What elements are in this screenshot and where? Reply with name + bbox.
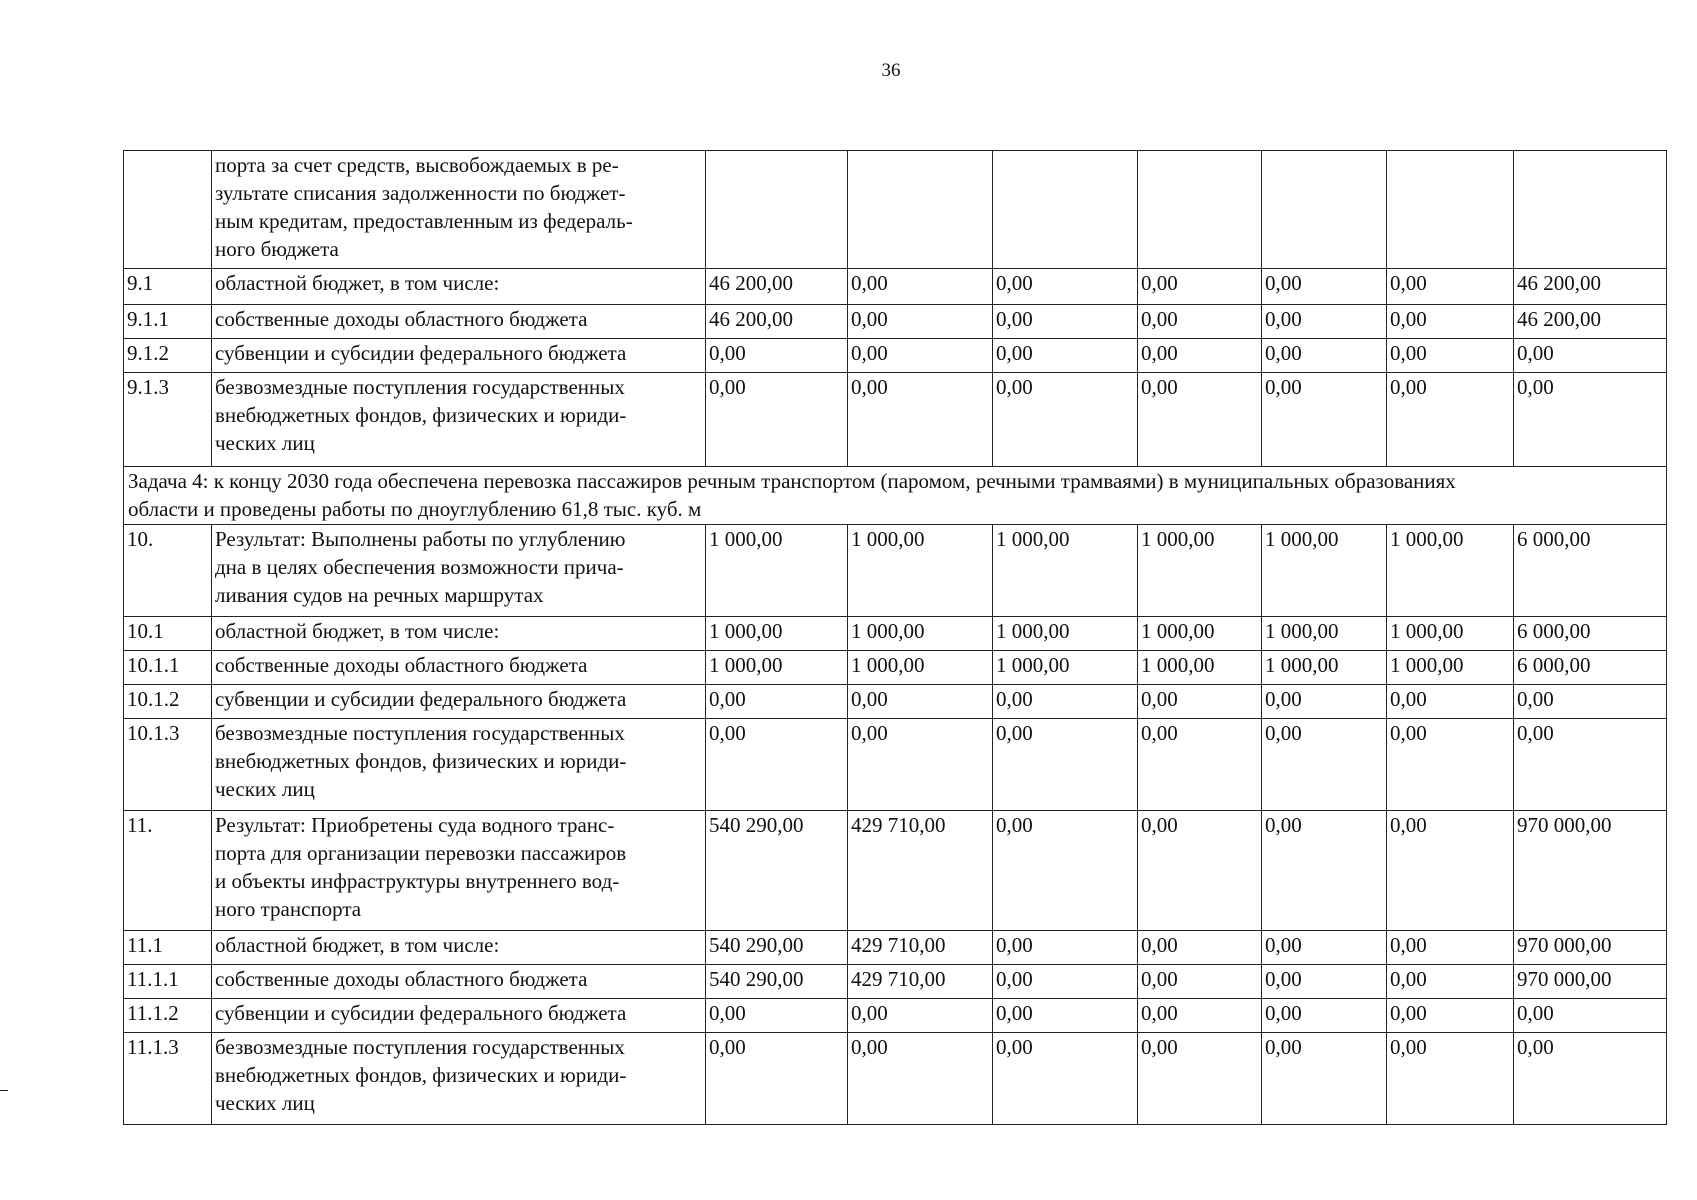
row-number-cell: 11.1.1 <box>124 965 212 999</box>
value-cell: 0,00 <box>1387 339 1514 373</box>
value-cell: 0,00 <box>1262 719 1387 811</box>
value-cell: 1 000,00 <box>706 617 848 651</box>
row-number-cell <box>124 151 212 269</box>
value-cell: 0,00 <box>993 269 1138 305</box>
row-number-cell: 9.1.3 <box>124 373 212 467</box>
value-cell: 1 000,00 <box>1387 617 1514 651</box>
table-row <box>124 305 1667 339</box>
value-cell: 1 000,00 <box>1262 617 1387 651</box>
table-row <box>124 151 1667 269</box>
value-cell <box>1262 151 1387 269</box>
text-line: области и проведены работы по дноуглублению 61,8 тыс. куб. м <box>128 497 702 521</box>
text-line: ческих лиц <box>215 431 315 455</box>
value-cell: 0,00 <box>1138 685 1262 719</box>
value-cell: 0,00 <box>848 999 993 1033</box>
value-cell: 0,00 <box>1138 1033 1262 1125</box>
value-cell: 0,00 <box>1262 965 1387 999</box>
table-row <box>124 1033 1667 1125</box>
row-name-cell <box>212 617 706 651</box>
value-cell <box>706 151 848 269</box>
text-line: субвенции и субсидии федерального бюджета <box>215 687 627 711</box>
text-line: внебюджетных фондов, физических и юриди- <box>215 749 627 773</box>
value-cell: 0,00 <box>993 373 1138 467</box>
value-cell: 1 000,00 <box>1262 525 1387 617</box>
value-cell: 1 000,00 <box>848 617 993 651</box>
row-number-cell: 11. <box>124 811 212 931</box>
value-cell: 0,00 <box>1262 269 1387 305</box>
text-line: дна в целях обеспечения возможности прича- <box>215 555 624 579</box>
value-cell: 0,00 <box>993 339 1138 373</box>
table-row <box>124 373 1667 467</box>
value-cell: 1 000,00 <box>706 651 848 685</box>
table-row <box>124 651 1667 685</box>
value-cell: 0,00 <box>1262 685 1387 719</box>
value-cell: 0,00 <box>1514 339 1667 373</box>
value-cell: 0,00 <box>993 685 1138 719</box>
table-row <box>124 339 1667 373</box>
value-cell: 970 000,00 <box>1514 811 1667 931</box>
value-cell: 0,00 <box>1262 931 1387 965</box>
text-line: безвозмездные поступления государственных <box>215 375 625 399</box>
text-line: безвозмездные поступления государственных <box>215 1035 625 1059</box>
table-row <box>124 965 1667 999</box>
value-cell: 0,00 <box>1138 931 1262 965</box>
row-number-cell: 11.1 <box>124 931 212 965</box>
table-row <box>124 467 1667 525</box>
value-cell: 0,00 <box>1514 719 1667 811</box>
value-cell: 540 290,00 <box>706 931 848 965</box>
text-line: Задача 4: к концу 2030 года обеспечена перевозка пассажиров речным транспортом (паромом, речными трамваями) в муниципальных образованиях <box>128 469 1456 493</box>
text-line: Результат: Приобретены суда водного транс- <box>215 813 615 837</box>
row-name-cell <box>212 719 706 811</box>
table-body <box>124 151 1667 1125</box>
value-cell: 0,00 <box>1387 931 1514 965</box>
value-cell: 0,00 <box>1387 965 1514 999</box>
value-cell: 1 000,00 <box>706 525 848 617</box>
row-name-cell <box>212 1033 706 1125</box>
text-line: областной бюджет, в том числе: <box>215 271 500 295</box>
value-cell: 1 000,00 <box>848 651 993 685</box>
value-cell: 0,00 <box>848 685 993 719</box>
row-name-cell <box>212 931 706 965</box>
text-line: ным кредитам, предоставленным из федераль- <box>215 209 633 233</box>
text-line: внебюджетных фондов, физических и юриди- <box>215 403 627 427</box>
text-line: внебюджетных фондов, физических и юриди- <box>215 1063 627 1087</box>
row-name-cell <box>212 339 706 373</box>
value-cell: 429 710,00 <box>848 965 993 999</box>
value-cell: 970 000,00 <box>1514 931 1667 965</box>
row-name-cell <box>212 965 706 999</box>
value-cell: 1 000,00 <box>1387 651 1514 685</box>
row-name-cell <box>212 269 706 305</box>
table-row <box>124 931 1667 965</box>
value-cell: 0,00 <box>848 305 993 339</box>
value-cell: 1 000,00 <box>993 525 1138 617</box>
page-number: 36 <box>881 60 901 81</box>
value-cell: 0,00 <box>1262 999 1387 1033</box>
value-cell: 0,00 <box>1387 811 1514 931</box>
value-cell: 0,00 <box>706 1033 848 1125</box>
table-row <box>124 811 1667 931</box>
row-name-cell <box>212 151 706 269</box>
row-number-cell: 11.1.3 <box>124 1033 212 1125</box>
value-cell: 0,00 <box>1138 269 1262 305</box>
value-cell: 1 000,00 <box>1138 525 1262 617</box>
value-cell: 0,00 <box>1387 373 1514 467</box>
text-line: зультате списания задолженности по бюджет- <box>215 181 626 205</box>
value-cell: 0,00 <box>706 685 848 719</box>
value-cell: 429 710,00 <box>848 931 993 965</box>
value-cell: 0,00 <box>1387 999 1514 1033</box>
value-cell: 0,00 <box>1262 811 1387 931</box>
table-row <box>124 999 1667 1033</box>
value-cell: 0,00 <box>1138 339 1262 373</box>
text-line: порта для организации перевозки пассажиров <box>215 841 627 865</box>
text-line: ческих лиц <box>215 1091 315 1115</box>
row-name-cell <box>212 525 706 617</box>
table-row <box>124 269 1667 305</box>
value-cell: 6 000,00 <box>1514 617 1667 651</box>
value-cell: 0,00 <box>706 999 848 1033</box>
value-cell: 0,00 <box>848 269 993 305</box>
table-row <box>124 719 1667 811</box>
text-line: ческих лиц <box>215 777 315 801</box>
text-line: порта за счет средств, высвобождаемых в ре- <box>215 153 619 177</box>
row-name-cell <box>212 999 706 1033</box>
value-cell <box>1514 151 1667 269</box>
row-number-cell: 10.1.1 <box>124 651 212 685</box>
text-line: ного бюджета <box>215 237 339 261</box>
value-cell <box>1138 151 1262 269</box>
value-cell: 0,00 <box>1387 685 1514 719</box>
value-cell: 0,00 <box>848 719 993 811</box>
text-line: ливания судов на речных маршрутах <box>215 583 544 607</box>
text-line: собственные доходы областного бюджета <box>215 653 588 677</box>
value-cell: 1 000,00 <box>993 651 1138 685</box>
budget-table <box>123 150 1667 1125</box>
value-cell: 0,00 <box>1138 965 1262 999</box>
row-number-cell: 11.1.2 <box>124 999 212 1033</box>
value-cell: 6 000,00 <box>1514 651 1667 685</box>
text-line: ного транспорта <box>215 897 362 921</box>
value-cell: 0,00 <box>848 339 993 373</box>
value-cell: 0,00 <box>1262 339 1387 373</box>
value-cell: 0,00 <box>1138 811 1262 931</box>
text-line: безвозмездные поступления государственных <box>215 721 625 745</box>
value-cell: 46 200,00 <box>1514 305 1667 339</box>
row-number-cell: 10.1 <box>124 617 212 651</box>
value-cell: 0,00 <box>993 305 1138 339</box>
value-cell: 0,00 <box>993 719 1138 811</box>
row-name-cell <box>212 373 706 467</box>
text-line: субвенции и субсидии федерального бюджета <box>215 1001 627 1025</box>
value-cell: 0,00 <box>706 373 848 467</box>
row-name-cell <box>212 651 706 685</box>
text-line: Результат: Выполнены работы по углублению <box>215 527 626 551</box>
value-cell: 0,00 <box>993 1033 1138 1125</box>
value-cell: 0,00 <box>848 373 993 467</box>
value-cell: 0,00 <box>1138 999 1262 1033</box>
row-name-cell <box>212 305 706 339</box>
value-cell: 46 200,00 <box>706 305 848 339</box>
value-cell: 0,00 <box>993 999 1138 1033</box>
value-cell: 1 000,00 <box>993 617 1138 651</box>
value-cell: 1 000,00 <box>1387 525 1514 617</box>
value-cell: 0,00 <box>993 965 1138 999</box>
value-cell: 0,00 <box>1138 373 1262 467</box>
value-cell <box>848 151 993 269</box>
value-cell: 1 000,00 <box>1262 651 1387 685</box>
row-number-cell: 9.1.1 <box>124 305 212 339</box>
value-cell: 0,00 <box>1387 1033 1514 1125</box>
value-cell: 0,00 <box>1387 305 1514 339</box>
value-cell: 0,00 <box>1514 373 1667 467</box>
text-line: собственные доходы областного бюджета <box>215 307 588 331</box>
value-cell: 0,00 <box>1138 305 1262 339</box>
value-cell: 970 000,00 <box>1514 965 1667 999</box>
value-cell: 0,00 <box>706 719 848 811</box>
text-line: субвенции и субсидии федерального бюджета <box>215 341 627 365</box>
value-cell: 1 000,00 <box>1138 651 1262 685</box>
row-number-cell: 10. <box>124 525 212 617</box>
value-cell: 1 000,00 <box>1138 617 1262 651</box>
text-line: областной бюджет, в том числе: <box>215 933 500 957</box>
row-name-cell <box>212 685 706 719</box>
row-name-cell <box>212 811 706 931</box>
text-line: областной бюджет, в том числе: <box>215 619 500 643</box>
text-line: собственные доходы областного бюджета <box>215 967 588 991</box>
row-number-cell: 10.1.3 <box>124 719 212 811</box>
value-cell: 0,00 <box>993 931 1138 965</box>
value-cell <box>1387 151 1514 269</box>
table-row <box>124 525 1667 617</box>
row-number-cell: 10.1.2 <box>124 685 212 719</box>
row-number-cell: 9.1 <box>124 269 212 305</box>
task-heading <box>124 467 1667 525</box>
value-cell: 0,00 <box>993 811 1138 931</box>
value-cell: 0,00 <box>1514 1033 1667 1125</box>
row-number-cell: 9.1.2 <box>124 339 212 373</box>
value-cell: 540 290,00 <box>706 811 848 931</box>
value-cell: 0,00 <box>706 339 848 373</box>
value-cell: 0,00 <box>1262 1033 1387 1125</box>
value-cell: 46 200,00 <box>706 269 848 305</box>
value-cell: 1 000,00 <box>848 525 993 617</box>
table-row <box>124 617 1667 651</box>
value-cell: 46 200,00 <box>1514 269 1667 305</box>
value-cell: 0,00 <box>1387 269 1514 305</box>
value-cell: 0,00 <box>1514 685 1667 719</box>
text-line: и объекты инфраструктуры внутреннего вод- <box>215 869 620 893</box>
value-cell: 0,00 <box>1262 305 1387 339</box>
value-cell: 0,00 <box>1138 719 1262 811</box>
value-cell: 540 290,00 <box>706 965 848 999</box>
value-cell: 429 710,00 <box>848 811 993 931</box>
value-cell: 6 000,00 <box>1514 525 1667 617</box>
value-cell: 0,00 <box>1262 373 1387 467</box>
value-cell: 0,00 <box>1387 719 1514 811</box>
margin-mark <box>0 1090 8 1091</box>
table-row <box>124 685 1667 719</box>
value-cell: 0,00 <box>848 1033 993 1125</box>
value-cell <box>993 151 1138 269</box>
value-cell: 0,00 <box>1514 999 1667 1033</box>
